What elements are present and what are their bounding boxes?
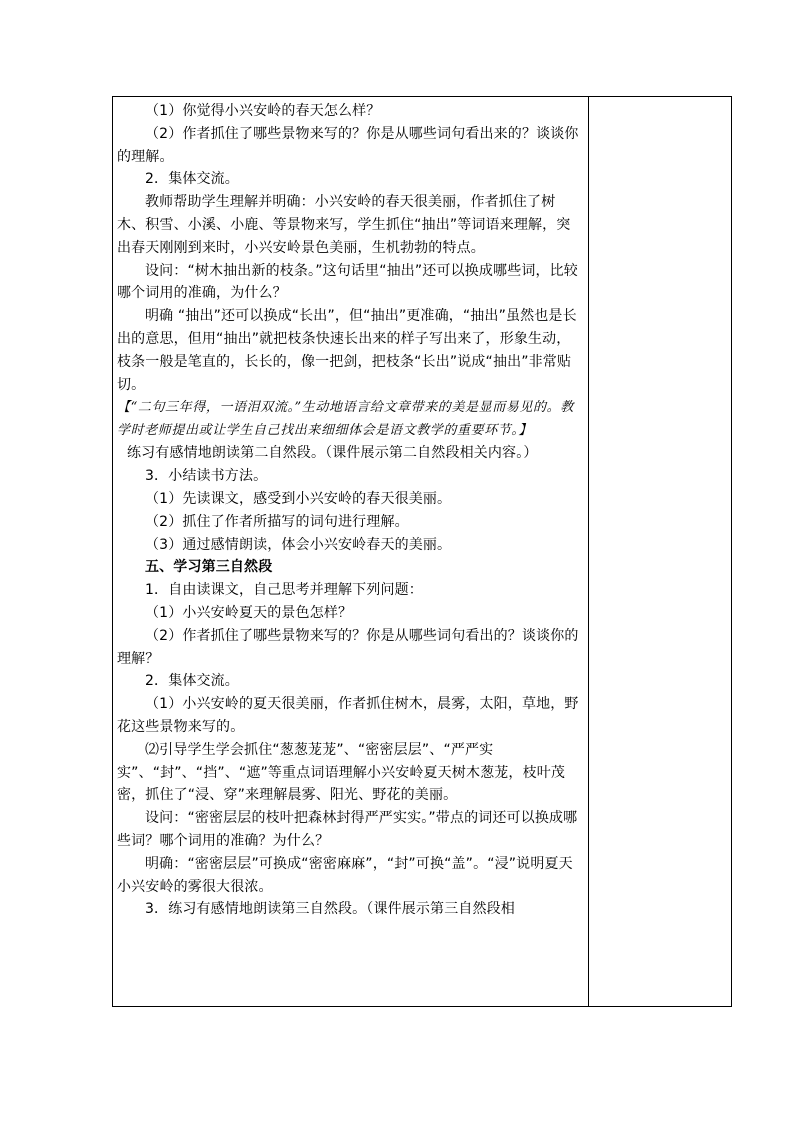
paragraph: （1）小兴安岭的夏天很美丽，作者抓住树木，晨雾，太阳，草地，野花这些景物来写的。: [117, 696, 579, 735]
lesson-table: [112, 96, 732, 1007]
paragraph: 2．集体交流。: [145, 673, 239, 690]
paragraph: ⑵引导学生学会抓住“葱葱茏茏”、“密密层层”、“严严实实”、“封”、“挡”、“遮”等重点词语理解小兴安岭夏天树木葱茏，枝叶茂密，抓住了“浸、穿”来理解晨雾、阳光、野花的美丽。: [117, 741, 566, 804]
lesson-content-cell: [117, 100, 583, 921]
paragraph: 明确 “抽出”还可以换成“长出”，但“抽出”更准确，“抽出”虽然也是长出的意思，但用“抽出”就把枝条快速长出来的样子写出来了，形象生动，枝条一般是笔直的，长长的，像一把剑，把枝条“长出”说成“抽出”非常贴切。: [117, 308, 577, 393]
empty-notes-cell: [589, 97, 731, 1006]
paragraph: 3．练习有感情地朗读第三自然段。（课件展示第三自然段相: [145, 901, 515, 918]
paragraph: 练习有感情地朗读第二自然段。（课件展示第二自然段相关内容。）: [127, 445, 538, 462]
paragraph: 设问：“密密层层的枝叶把森林封得严严实实。”带点的词还可以换成哪些词？哪个词用的准确？为什么？: [117, 810, 578, 849]
section-heading: 五、学习第三自然段: [145, 559, 273, 576]
paragraph: （2）作者抓住了哪些景物来写的？你是从哪些词句看出的？谈谈你的理解？: [117, 627, 579, 667]
paragraph: 教师帮助学生理解并明确：小兴安岭的春天很美丽，作者抓住了树木、积雪、小溪、小鹿、等景物来写，学生抓住“抽出”等词语来理解，突出春天刚刚到来时，小兴安岭景色美丽，生机勃勃的特点。: [117, 194, 571, 256]
paragraph: （1）你觉得小兴安岭的春天怎么样？: [145, 103, 381, 119]
paragraph: 3．小结读书方法。: [145, 468, 268, 485]
paragraph: （1）小兴安岭夏天的景色怎样？: [145, 604, 353, 621]
paragraph: （1）先读课文，感受到小兴安岭的春天很美丽。: [145, 490, 452, 507]
paragraph: 1．自由读课文，自己思考并理解下列问题：: [145, 582, 423, 599]
paragraph: （3）通过感情朗读，体会小兴安岭春天的美丽。: [145, 536, 452, 553]
paragraph: （2）作者抓住了哪些景物来写的？你是从哪些词句看出来的？谈谈你的理解。: [117, 125, 579, 165]
teaching-note: 【“二句三年得，一语泪双流。”生动地语言给文章带来的美是显而易见的。教学时老师提出或让学生自己找出来细细体会是语文教学的重要环节。】: [117, 400, 574, 439]
paragraph: 2．集体交流。: [145, 171, 239, 188]
paragraph: （2）抓住了作者所描写的词句进行理解。: [145, 513, 409, 530]
paragraph: 明确：“密密层层”可换成“密密麻麻”，“封”可换“盖”。“浸”说明夏天小兴安岭的雾很大很浓。: [117, 855, 573, 895]
paragraph: 设问：“树木抽出新的枝条。”这句话里“抽出”还可以换成哪些词，比较哪个词用的准确，为什么？: [117, 262, 578, 302]
